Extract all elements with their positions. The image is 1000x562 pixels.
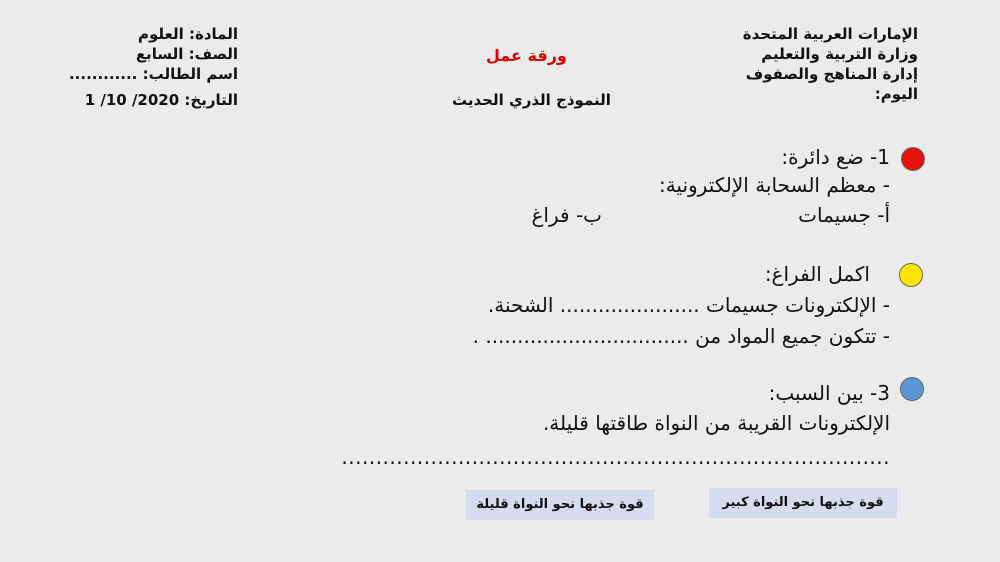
grade-label: الصف: السابع [135, 45, 238, 63]
q2-blank-line-1: - الإلكترونات جسيمات ...................... الشحنة. [487, 293, 890, 317]
blue-circle-icon [900, 377, 924, 401]
date-label: التاريخ: 2020/ 10/ 1 [84, 91, 238, 109]
yellow-circle-icon [899, 263, 923, 287]
red-circle-icon [901, 147, 925, 171]
department-name: إدارة المناهج والصفوف [745, 65, 918, 83]
header-left-block [69, 24, 238, 84]
worksheet-title: ورقة عمل [486, 46, 567, 65]
header-right-block [743, 24, 918, 104]
lesson-title: النموذج الذري الحديث [452, 91, 611, 109]
student-name-field: اسم الطالب: ............ [68, 65, 238, 83]
q1-option-a[interactable]: أ- جسيمات [798, 203, 890, 227]
day-label: اليوم: [874, 85, 918, 103]
answer-strong-attraction[interactable]: قوة جذبها نحو النواة كبير [709, 488, 897, 518]
q3-heading: 3- بين السبب: [768, 381, 890, 405]
answer-weak-attraction[interactable]: قوة جذبها نحو النواة قليلة [466, 490, 654, 520]
q1-option-b[interactable]: ب- فراغ [531, 203, 602, 227]
country-name: الإمارات العربية المتحدة [742, 25, 918, 43]
q2-heading: اكمل الفراغ: [764, 262, 870, 286]
ministry-name: وزارة التربية والتعليم [761, 45, 918, 63]
q3-statement: الإلكترونات القريبة من النواة طاقتها قليلة. [542, 411, 890, 435]
q1-heading: 1- ضع دائرة: [781, 145, 890, 169]
subject-label: المادة: العلوم [138, 25, 238, 43]
q1-statement: - معظم السحابة الإلكترونية: [658, 173, 890, 197]
q3-answer-line: ................................................................................ [341, 445, 890, 469]
q2-blank-line-2: - تتكون جميع المواد من ................................ . [472, 324, 890, 348]
